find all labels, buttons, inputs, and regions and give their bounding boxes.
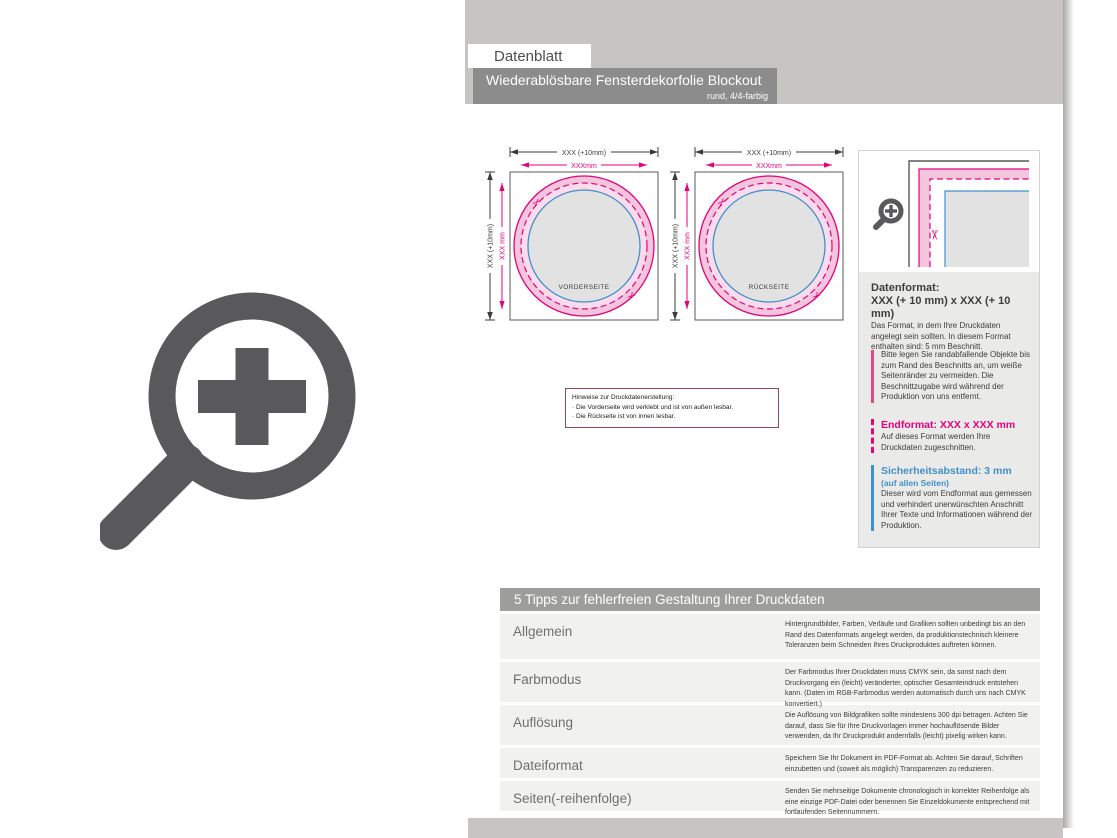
table-row bbox=[500, 705, 1040, 745]
page-edge-shadow bbox=[1063, 0, 1074, 828]
endformat-heading: Endformat: XXX x XXX mm bbox=[881, 419, 1016, 431]
note-item: · Die Rückseite ist von innen lesbar. bbox=[572, 412, 772, 422]
datenformat-block bbox=[871, 282, 1033, 353]
bleed-note-text: Bitte legen Sie randabfallende Objekte bis zum Rand des Beschnitts an, um weiße Seitenränder zu vermeiden. Die Beschnittzugabe wird während der Produktion von uns entfernt. bbox=[881, 350, 1030, 401]
dimension-width-outer bbox=[510, 147, 658, 157]
magnifier-handle bbox=[116, 462, 186, 532]
diagram-back bbox=[659, 142, 849, 327]
tip-row-text: Senden Sie mehrseitige Dokumente chronologisch in korrekter Reihenfolge als eine einzige PDF-Datei oder benennen Sie Einzeldokumente entsprechend mit fortlaufenden Seitennummern. bbox=[785, 788, 1030, 816]
safety-body: Dieser wird vom Endformat aus gemessen und verhindert unerwünschten Anschnitt Ihrer Texte und Informationen während der Produktion. bbox=[881, 489, 1033, 530]
safety-heading: Sicherheitsabstand: 3 mm bbox=[881, 465, 1012, 477]
dimension-height-endformat bbox=[682, 183, 693, 309]
print-data-notes-box bbox=[565, 388, 779, 428]
dimension-height-outer bbox=[484, 172, 496, 320]
scissors-icon: ✂ bbox=[808, 288, 823, 303]
bleed-note-block bbox=[871, 350, 1033, 403]
tip-row-text: Der Farbmodus Ihrer Druckdaten muss CMYK sein, da sonst nach dem Druckvorgang ein (leicht) veränderter, optischer Gesamteindruck entstehen kann. (Daten im RGB-Farbmodus werden automatisch durch uns nach CMYK konvertiert.) bbox=[785, 669, 1026, 708]
svg-text:XXX (+10mm): XXX (+10mm) bbox=[672, 223, 680, 269]
dimension-width-endformat bbox=[706, 160, 832, 170]
svg-text:XXX mm: XXX mm bbox=[684, 232, 692, 260]
svg-text:XXX (+10mm): XXX (+10mm) bbox=[746, 149, 792, 157]
zoom-plus-icon bbox=[100, 285, 370, 555]
plus-horizontal bbox=[198, 380, 306, 413]
note-item: · Die Vorderseite wird verklebt und ist von außen lesbar. bbox=[572, 403, 772, 413]
scissors-icon: ✂ bbox=[623, 288, 638, 303]
datenblatt-tab bbox=[468, 44, 591, 68]
scissors-icon: ✂ bbox=[715, 195, 730, 210]
back-side-label: RÜCKSEITE bbox=[748, 284, 790, 291]
corner-detail-illustration bbox=[859, 151, 1039, 272]
tip-row-label: Dateiformat bbox=[513, 758, 583, 773]
product-title-bar bbox=[473, 68, 777, 104]
datenformat-value: XXX (+ 10 mm) x XXX (+ 10 mm) bbox=[871, 295, 1011, 320]
table-row bbox=[500, 748, 1040, 778]
dimension-height-endformat bbox=[497, 183, 508, 309]
tip-row-label: Auflösung bbox=[513, 715, 574, 730]
datenformat-body: Das Format, in dem Ihre Druckdaten angelegt sein sollten. In diesem Format enthalten sind: 5 mm Beschnitt. bbox=[871, 321, 1011, 351]
diagram-front bbox=[474, 142, 664, 327]
tip-row-text: Speichern Sie Ihr Dokument im PDF-Format ab. Achten Sie darauf, Schriften einzubetten und (soweit als möglich) Transparenzen zu reduzieren. bbox=[785, 755, 1023, 773]
dimension-height-outer bbox=[669, 172, 681, 320]
product-title: Wiederablösbare Fensterdekorfolie Blockout bbox=[486, 72, 762, 88]
datenblatt-label: Datenblatt bbox=[494, 47, 563, 65]
front-side-label: VORDERSEITE bbox=[558, 284, 610, 291]
scissors-icon: ✂ bbox=[927, 229, 942, 241]
safety-subheading: (auf allen Seiten) bbox=[881, 478, 950, 488]
table-row bbox=[500, 662, 1040, 708]
endformat-body: Auf dieses Format werden Ihre Druckdaten zugeschnitten. bbox=[881, 432, 991, 452]
tip-row-label: Seiten(-reihenfolge) bbox=[513, 791, 632, 806]
svg-text:XXXmm: XXXmm bbox=[756, 162, 782, 170]
table-row bbox=[500, 614, 1040, 659]
safety-zone bbox=[945, 191, 1029, 267]
svg-text:XXX (+10mm): XXX (+10mm) bbox=[561, 149, 607, 157]
datenformat-heading: Datenformat: bbox=[871, 282, 940, 294]
safety-distance-block bbox=[871, 465, 1033, 531]
scissors-icon: ✂ bbox=[530, 195, 545, 210]
tips-table-header: 5 Tipps zur fehlerfreien Gestaltung Ihrer Druckdaten bbox=[500, 588, 1040, 611]
format-info-panel bbox=[858, 150, 1040, 548]
tip-row-text: Die Auflösung von Bildgrafiken sollte mindestens 300 dpi betragen. Achten Sie darauf, dass Sie für Ihre Druckvorlagen immer hochauflösende Bilder verwenden, da Ihr Druckprodukt andernfalls (leicht) pixelig wirken kann. bbox=[785, 712, 1028, 740]
tip-row-label: Farbmodus bbox=[513, 672, 582, 687]
dimension-width-endformat bbox=[521, 160, 647, 170]
tip-row-text: Hintergrundbilder, Farben, Verläufe und Grafiken sollten unbedingt bis an den Rand des Datenformats angelegt werden, da produktionstechnisch kleinere Toleranzen beim Schneiden Ihres Druckproduktes auftreten können. bbox=[785, 621, 1026, 649]
tips-table bbox=[500, 588, 1040, 816]
table-row bbox=[500, 781, 1040, 816]
product-subtitle: rund, 4/4-farbig bbox=[706, 91, 768, 101]
page-bottom-band bbox=[468, 818, 1063, 838]
svg-text:XXX (+10mm): XXX (+10mm) bbox=[487, 223, 495, 269]
dimension-width-outer bbox=[695, 147, 843, 157]
endformat-block bbox=[871, 419, 1033, 453]
notes-title: Hinweise zur Druckdatenerstellung: bbox=[572, 394, 675, 401]
svg-text:XXXmm: XXXmm bbox=[571, 162, 597, 170]
tip-row-label: Allgemein bbox=[513, 624, 573, 639]
svg-text:XXX mm: XXX mm bbox=[499, 232, 507, 260]
